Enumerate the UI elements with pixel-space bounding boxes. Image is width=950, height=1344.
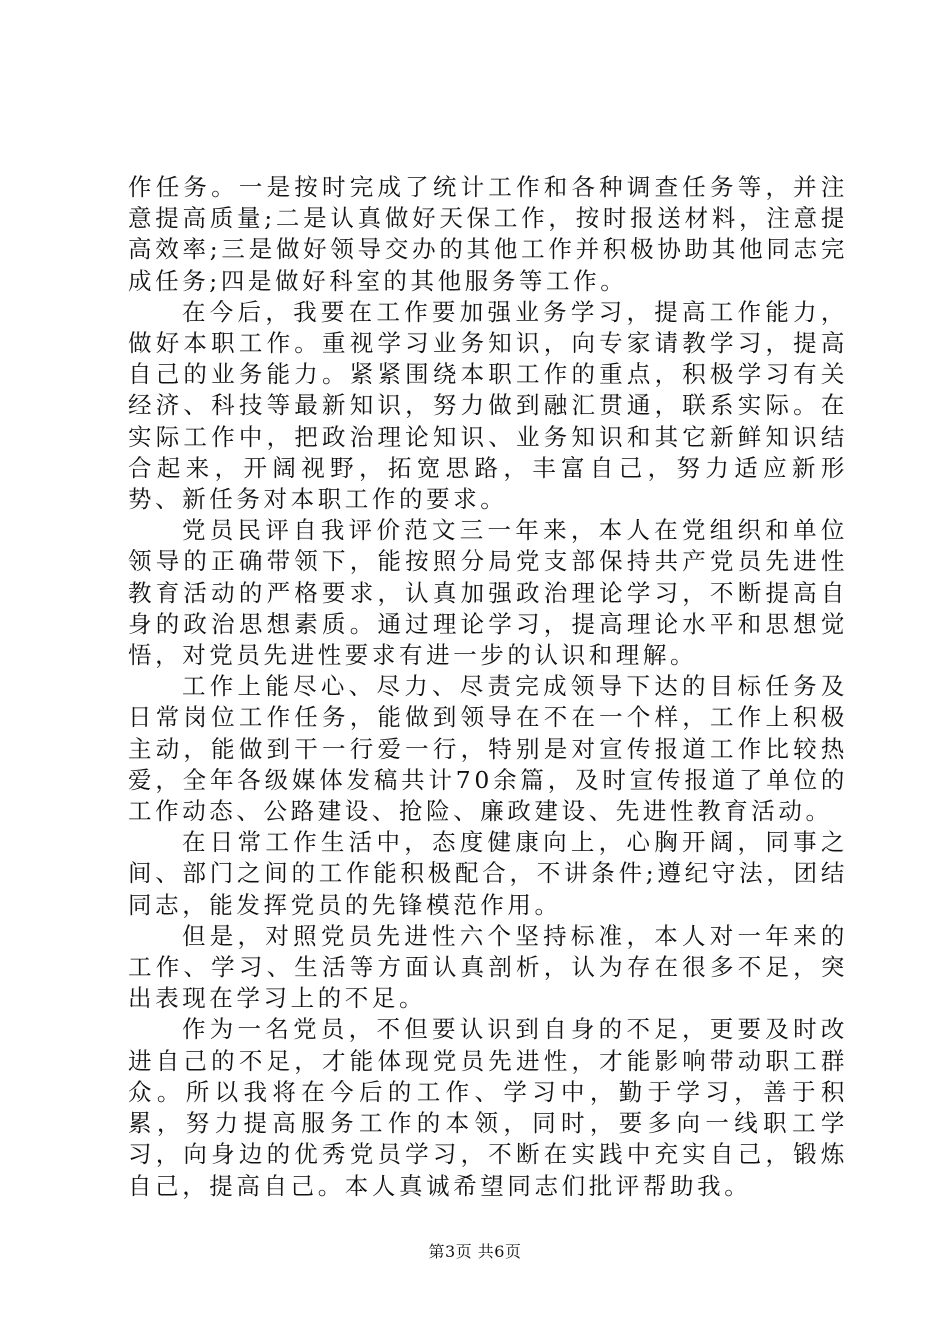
document-body [128, 172, 848, 1202]
page-number-footer: 第3页 共6页 [428, 1242, 522, 1261]
paragraph-7: 作为一名党员，不但要认识到自身的不足，更要及时改进自己的不足，才能体现党员先进性，才能影响带动职工群众。所以我将在今后的工作、学习中，勤于学习，善于积累，努力提高服务工作的本领，同时，要多向一线职工学习，向身边的优秀党员学习，不断在实践中充实自己，锻炼自己，提高自己。本人真诚希望同志们批评帮助我。 [128, 1015, 848, 1200]
paragraph-5: 在日常工作生活中，态度健康向上，心胸开阔，同事之间、部门之间的工作能积极配合，不讲条件;遵纪守法，团结同志，能发挥党员的先锋模范作用。 [128, 828, 848, 919]
paragraph-6: 但是，对照党员先进性六个坚持标准，本人对一年来的工作、学习、生活等方面认真剖析，认为存在很多不足，突出表现在学习上的不足。 [128, 921, 848, 1013]
paragraph-1: 作任务。一是按时完成了统计工作和各种调查任务等，并注意提高质量;二是认真做好天保工作，按时报送材料，注意提高效率;三是做好领导交办的其他工作并积极协助其他同志完成任务;四是做好科室的其他服务等工作。 [128, 173, 848, 295]
paragraph-3: 党员民评自我评价范文三一年来，本人在党组织和单位领导的正确带领下，能按照分局党支部保持共产党员先进性教育活动的严格要求，认真加强政治理论学习，不断提高自身的政治思想素质。通过理论学习，提高理论水平和思想觉悟，对党员先进性要求有进一步的认识和理解。 [128, 516, 848, 670]
paragraph-2: 在今后，我要在工作要加强业务学习，提高工作能力，做好本职工作。重视学习业务知识，向专家请教学习，提高自己的业务能力。紧紧围绕本职工作的重点，积极学习有关经济、科技等最新知识，努力做到融汇贯通，联系实际。在实际工作中，把政治理论知识、业务知识和其它新鲜知识结合起来，开阔视野，拓宽思路，丰富自己，努力适应新形势、新任务对本职工作的要求。 [128, 297, 848, 514]
paragraph-4: 工作上能尽心、尽力、尽责完成领导下达的目标任务及日常岗位工作任务，能做到领导在不在一个样，工作上积极主动，能做到干一行爱一行，特别是对宣传报道工作比较热爱，全年各级媒体发稿共计70余篇，及时宣传报道了单位的工作动态、公路建设、抢险、廉政建设、先进性教育活动。 [128, 672, 848, 826]
